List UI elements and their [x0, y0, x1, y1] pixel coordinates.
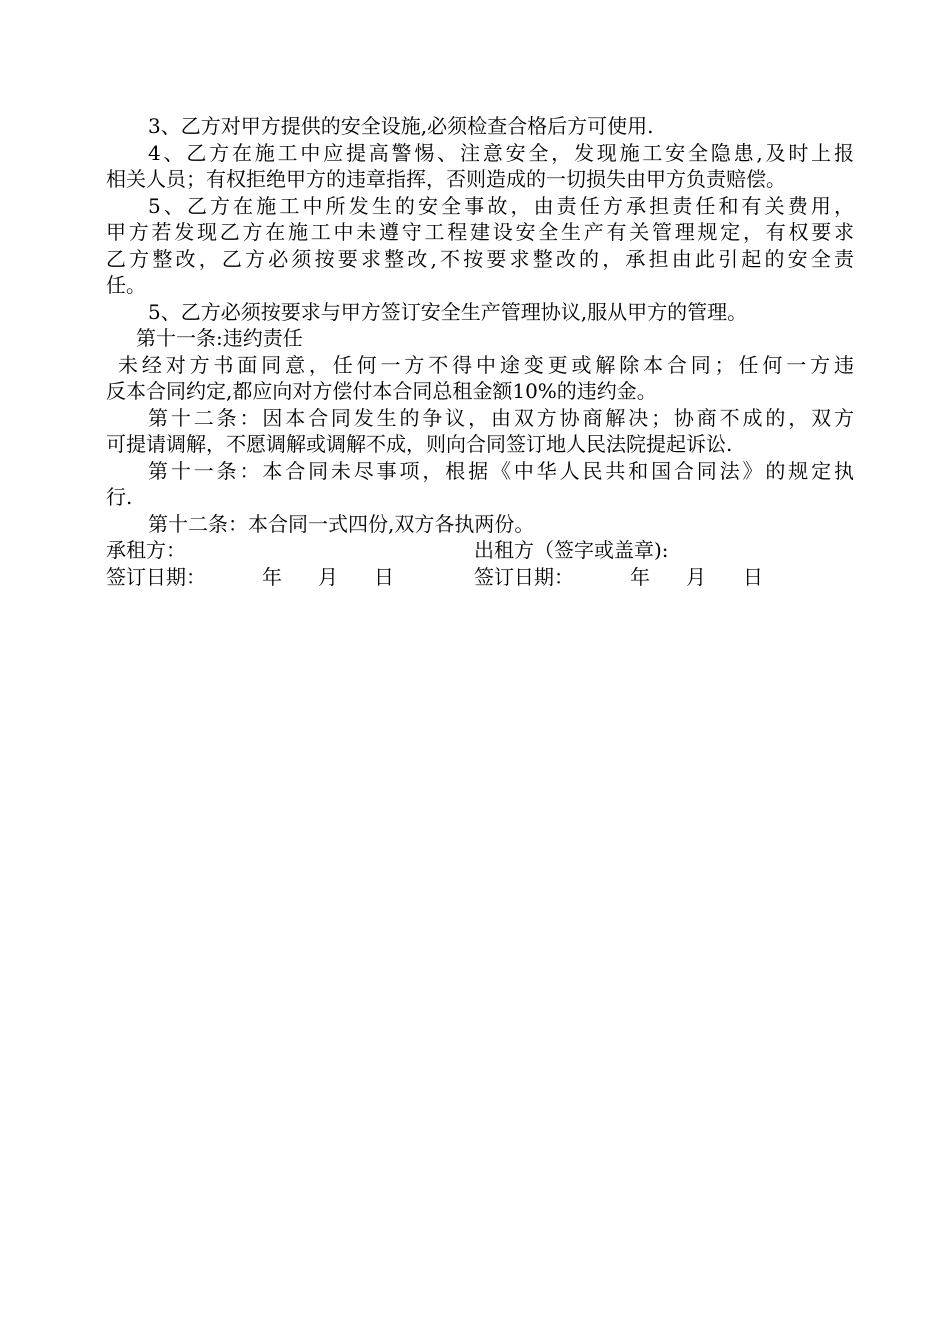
lessor-date-year: 年: [630, 564, 650, 589]
lessor-date-month: 月: [686, 564, 706, 589]
lessee-date-day: 日: [374, 564, 394, 589]
clause-5-line-2: 甲方若发现乙方在施工中未遵守工程建设安全生产有关管理规定，有权要求: [106, 220, 854, 244]
lessor-date-day: 日: [743, 564, 763, 589]
contract-page: [106, 113, 854, 590]
article-11-line-2: 反本合同约定,都应向对方偿付本合同总租金额10%的违约金。: [106, 379, 657, 403]
clause-4-line-2: 相关人员；有权拒绝甲方的违章指挥，否则造成的一切损失由甲方负责赔偿。: [106, 167, 786, 191]
clause-3: 3、乙方对甲方提供的安全设施,必须检查合格后方可使用.: [148, 114, 654, 138]
clause-4-line-1: 4、乙方在施工中应提高警惕、注意安全，发现施工安全隐患,及时上报: [148, 140, 854, 165]
article-11b-line-1: 第十一条：本合同未尽事项，根据《中华人民共和国合同法》的规定执: [148, 458, 854, 483]
clause-5-line-1: 5、乙方在施工中所发生的安全事故，由责任方承担责任和有关费用，: [148, 193, 854, 218]
article-12b: 第十二条：本合同一式四份,双方各执两份。: [148, 511, 535, 536]
article-12-line-1: 第十二条：因本合同发生的争议，由双方协商解决；协商不成的，双方: [148, 405, 854, 430]
lessee-date-label: 签订日期：: [106, 564, 206, 589]
article-11-line-1: 未经对方书面同意，任何一方不得中途变更或解除本合同；任何一方违: [118, 352, 854, 377]
lessee-label: 承租方：: [106, 538, 186, 562]
article-12-line-2: 可提请调解，不愿调解或调解不成，则向合同签订地人民法院提起诉讼.: [106, 432, 733, 456]
article-11b-line-2: 行.: [106, 485, 133, 509]
lessor-date-label: 签订日期：: [474, 564, 574, 589]
clause-5b: 5、乙方必须按要求与甲方签订安全生产管理协议,服从甲方的管理。: [148, 299, 748, 324]
article-11-heading: 第十一条:违约责任: [136, 326, 303, 350]
lessee-date-month: 月: [318, 564, 338, 589]
clause-5-line-3: 乙方整改，乙方必须按要求整改,不按要求整改的，承担由此引起的安全责: [106, 246, 854, 271]
signature-parties-row: [106, 537, 854, 564]
lessee-date-year: 年: [262, 564, 282, 589]
clause-5-line-4: 任。: [106, 273, 146, 297]
signature-date-row: [106, 564, 854, 591]
lessor-label: 出租方（签字或盖章):: [474, 538, 669, 562]
